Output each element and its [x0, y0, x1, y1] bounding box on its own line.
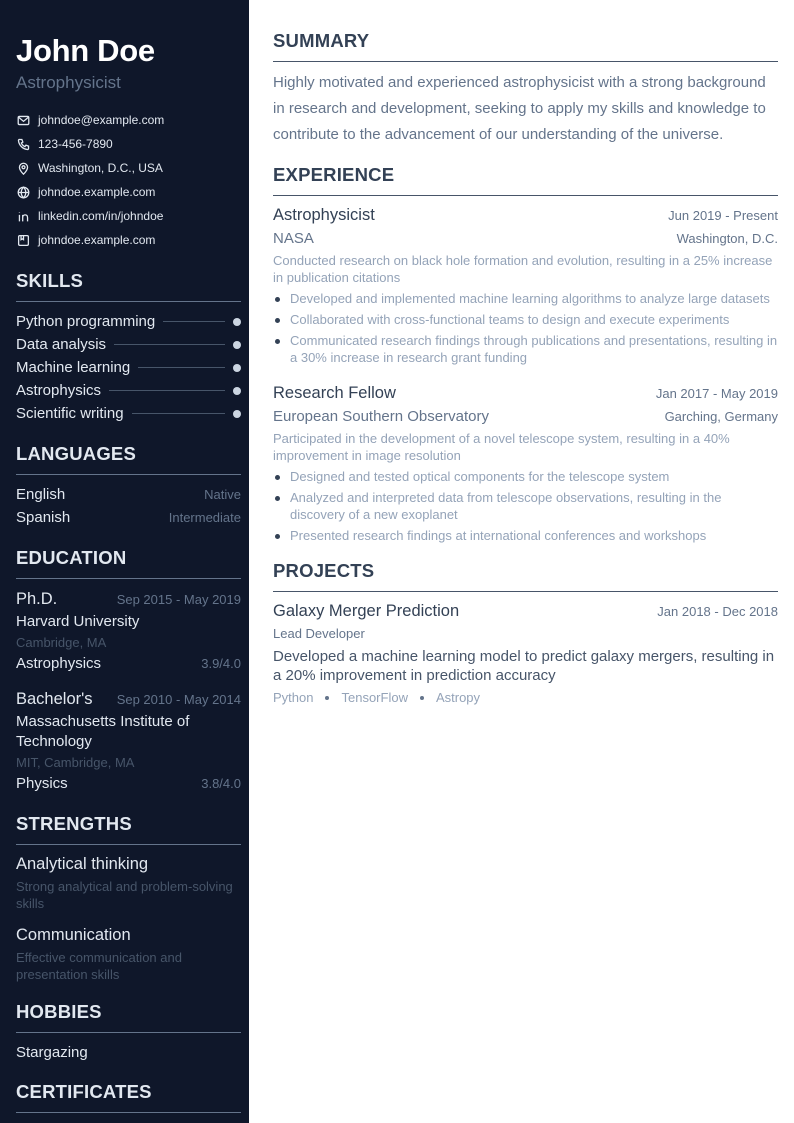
job-bullet: Collaborated with cross-functional teams to design and execute experiments [273, 311, 778, 328]
contact-linkedin-text: linkedin.com/in/johndoe [38, 209, 164, 223]
contact-linkedin[interactable] [16, 204, 241, 228]
job-bullets [273, 290, 778, 366]
education-item [16, 687, 241, 795]
education-date: Sep 2015 - May 2019 [116, 592, 241, 607]
language-name: English [16, 486, 66, 503]
skills-heading: SKILLS [16, 270, 241, 302]
language-name: Spanish [16, 509, 71, 526]
job-bullet: Analyzed and interpreted data from telescope observations, resulting in the discovery of a new exoplanet [273, 489, 778, 523]
education-location: Cambridge, MA [16, 635, 107, 650]
contact-portfolio-text: johndoe.example.com [38, 233, 156, 247]
degree: Ph.D. [16, 590, 58, 608]
person-name: John Doe [16, 33, 155, 68]
phone-icon [16, 137, 30, 151]
skill-item [16, 402, 241, 425]
skill-divider [138, 367, 225, 368]
skill-item [16, 310, 241, 333]
projects-heading: PROJECTS [273, 560, 778, 592]
job-description: Conducted research on black hole formation and evolution, resulting in a 25% increase in publication citations [273, 253, 773, 285]
summary-heading: SUMMARY [273, 30, 778, 62]
main-content [249, 0, 794, 1123]
strength-description: Strong analytical and problem-solving skills [16, 879, 233, 911]
company-name: NASA [273, 230, 314, 247]
language-item [16, 483, 241, 506]
strengths-list [16, 853, 241, 983]
language-level: Intermediate [168, 510, 241, 525]
languages-list [16, 483, 241, 529]
skill-dot-icon [233, 387, 241, 395]
skill-divider [132, 413, 225, 414]
job-location: Washington, D.C. [676, 231, 778, 246]
tag-separator-icon [420, 696, 424, 700]
skill-name: Astrophysics [16, 382, 102, 399]
contact-phone[interactable] [16, 132, 241, 156]
skill-divider [163, 321, 225, 322]
education-list [16, 587, 241, 795]
project-tag: TensorFlow [341, 690, 408, 705]
project-tags [273, 689, 778, 706]
strength-name: Analytical thinking [16, 855, 149, 873]
job-bullet: Developed and implemented machine learning algorithms to analyze large datasets [273, 290, 778, 307]
hobbies-heading: HOBBIES [16, 1001, 241, 1033]
summary-section [273, 30, 778, 148]
job-date: Jun 2019 - Present [668, 208, 778, 223]
contact-phone-text: 123-456-7890 [38, 137, 113, 151]
education-location: MIT, Cambridge, MA [16, 755, 135, 770]
education-date: Sep 2010 - May 2014 [116, 692, 241, 707]
job-date: Jan 2017 - May 2019 [655, 386, 778, 401]
experience-section [273, 164, 778, 544]
sidebar [0, 0, 249, 1123]
skill-dot-icon [233, 341, 241, 349]
contact-portfolio[interactable] [16, 228, 241, 252]
strength-description: Effective communication and presentation skills [16, 950, 182, 982]
skill-dot-icon [233, 364, 241, 372]
project-description: Developed a machine learning model to predict galaxy mergers, resulting in a 20% improvement in prediction accuracy [273, 648, 775, 684]
project-name: Galaxy Merger Prediction [273, 602, 460, 620]
contact-website[interactable] [16, 180, 241, 204]
globe-icon [16, 185, 30, 199]
degree: Bachelor's [16, 690, 93, 708]
project-tag: Python [273, 690, 314, 705]
job-bullet: Designed and tested optical components for the telescope system [273, 468, 778, 485]
language-level: Native [204, 487, 241, 502]
contact-list [16, 108, 241, 252]
education-heading: EDUCATION [16, 547, 241, 579]
project-item [273, 600, 778, 706]
field-of-study: Physics [16, 775, 68, 792]
experience-heading: EXPERIENCE [273, 164, 778, 196]
job-title: Astrophysicist [273, 206, 375, 224]
field-of-study: Astrophysics [16, 655, 102, 672]
institution: Massachusetts Institute of Technology [16, 713, 190, 750]
experience-item [273, 382, 778, 544]
gpa: 3.8/4.0 [201, 776, 241, 791]
job-bullet: Communicated research findings through publications and presentations, resulting in a 30% increase in research grant funding [273, 332, 778, 366]
skill-item [16, 333, 241, 356]
hobby-item: Stargazing [16, 1044, 88, 1061]
project-role: Lead Developer [273, 626, 365, 641]
skills-list [16, 310, 241, 425]
certificates-heading: CERTIFICATES [16, 1081, 241, 1113]
skill-name: Data analysis [16, 336, 107, 353]
contact-location-text: Washington, D.C., USA [38, 161, 163, 175]
institution: Harvard University [16, 613, 140, 630]
skill-dot-icon [233, 318, 241, 326]
job-description: Participated in the development of a novel telescope system, resulting in a 40% improvement in image resolution [273, 431, 730, 463]
education-item [16, 587, 241, 675]
skill-name: Scientific writing [16, 405, 124, 422]
job-bullet: Presented research findings at international conferences and workshops [273, 527, 778, 544]
project-date: Jan 2018 - Dec 2018 [657, 604, 778, 619]
experience-item [273, 204, 778, 366]
language-item [16, 506, 241, 529]
skill-name: Machine learning [16, 359, 131, 376]
skill-divider [114, 344, 225, 345]
contact-email-text: johndoe@example.com [38, 113, 165, 127]
projects-section [273, 560, 778, 706]
project-tag: Astropy [435, 690, 481, 705]
job-location: Garching, Germany [664, 409, 778, 424]
company-name: European Southern Observatory [273, 408, 489, 425]
job-title: Research Fellow [273, 384, 396, 402]
skill-name: Python programming [16, 313, 156, 330]
contact-email[interactable] [16, 108, 241, 132]
languages-heading: LANGUAGES [16, 443, 241, 475]
strength-item [16, 924, 241, 983]
skill-divider [109, 390, 225, 391]
skill-item [16, 379, 241, 402]
person-title: Astrophysicist [16, 73, 121, 92]
mail-icon [16, 113, 30, 127]
map-pin-icon [16, 161, 30, 175]
linkedin-icon [16, 209, 30, 223]
contact-location [16, 156, 241, 180]
tag-separator-icon [325, 696, 329, 700]
strengths-heading: STRENGTHS [16, 813, 241, 845]
strength-item [16, 853, 241, 912]
strength-name: Communication [16, 926, 131, 944]
job-bullets [273, 468, 778, 544]
skill-item [16, 356, 241, 379]
contact-website-text: johndoe.example.com [38, 185, 156, 199]
summary-text: Highly motivated and experienced astrophysicist with a strong background in research and development, seeking to apply my skills and knowledge to contribute to the advancement of our understanding of the universe. [273, 74, 766, 143]
gpa: 3.9/4.0 [201, 656, 241, 671]
website-icon [16, 233, 30, 247]
skill-dot-icon [233, 410, 241, 418]
